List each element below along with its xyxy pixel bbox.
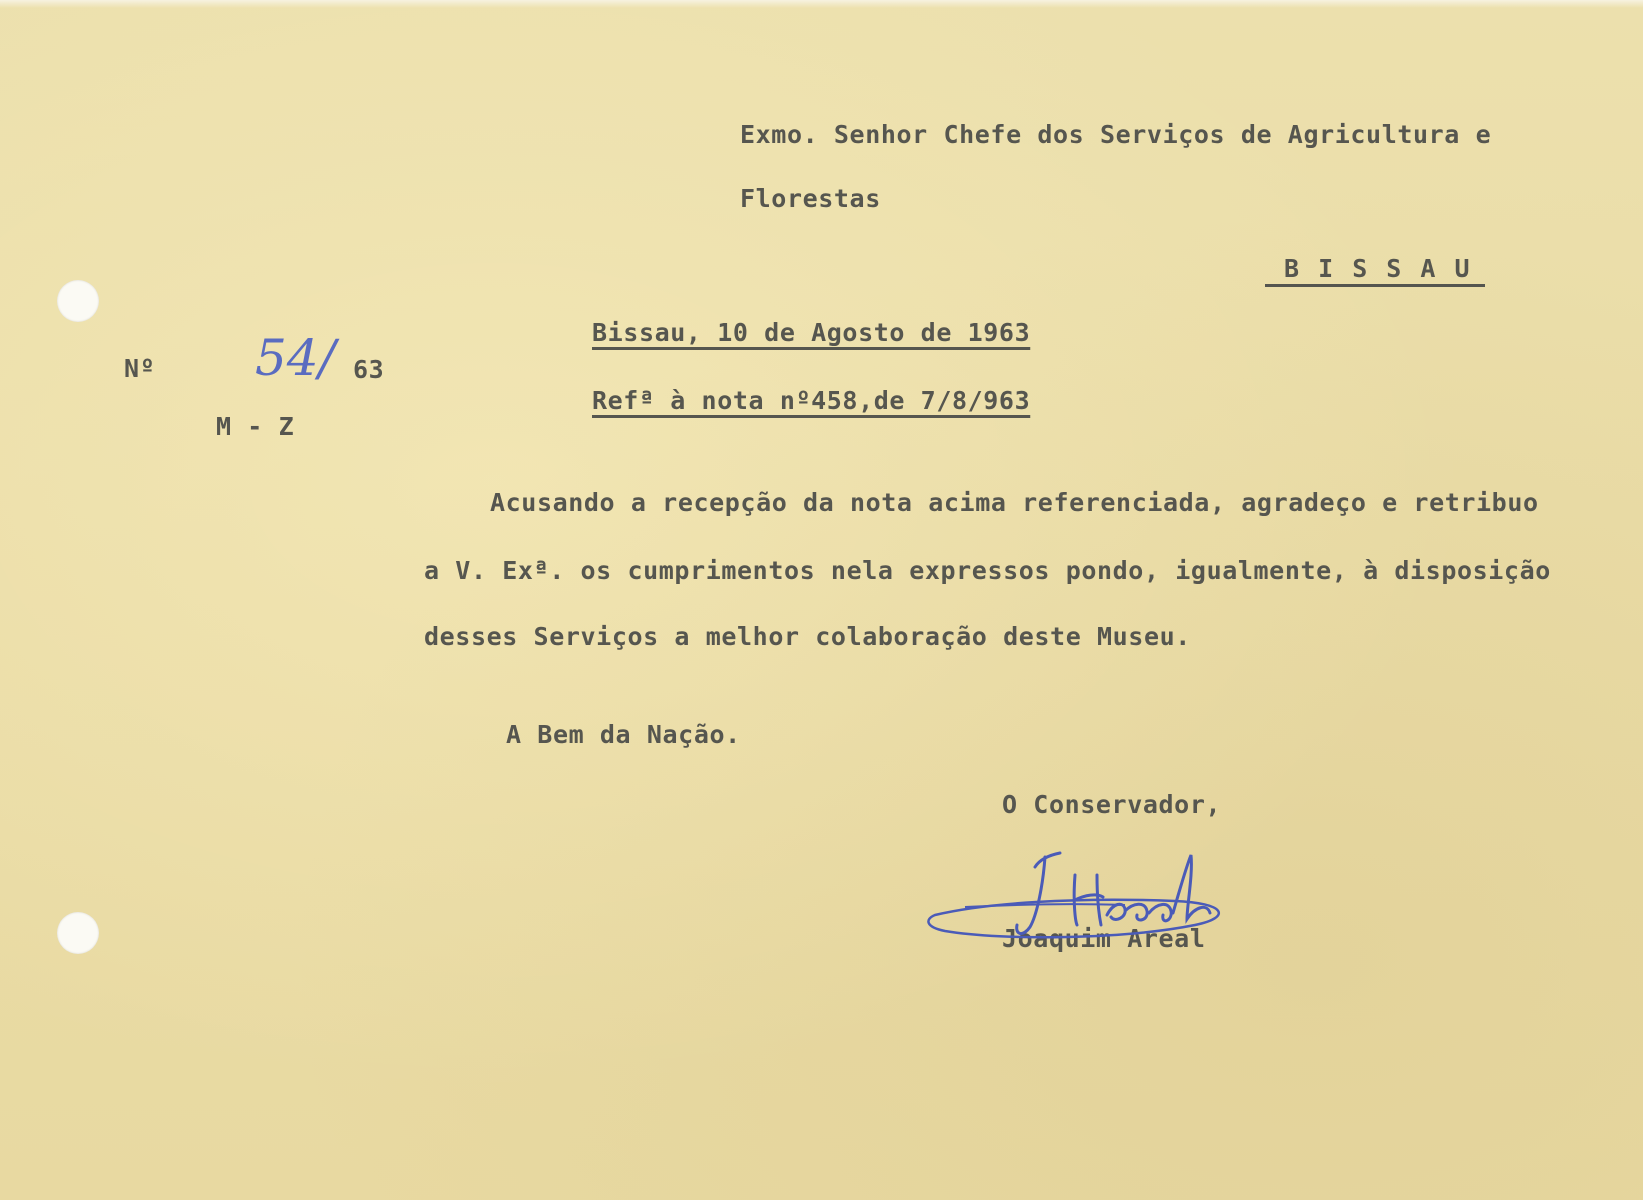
city-heading: B I S S A U (1284, 254, 1472, 283)
signatory-name: Joaquim Areal (1002, 924, 1206, 953)
addressee-line-2: Florestas (740, 184, 881, 213)
file-code: M - Z (216, 412, 295, 441)
body-line-2: a V. Exª. os cumprimentos nela expressos pondo, igualmente, à disposição (424, 556, 1551, 585)
handwritten-number: 54/ (255, 329, 336, 387)
paper-edge (0, 0, 1643, 8)
body-line-1: Acusando a recepção da nota acima referenciada, agradeço e retribuo (490, 488, 1539, 517)
number-year: 63 (353, 355, 385, 384)
handwritten-signature (925, 845, 1245, 965)
punch-hole-top (57, 280, 99, 322)
signatory-title: O Conservador, (1002, 790, 1222, 819)
letter-date: Bissau, 10 de Agosto de 1963 (592, 318, 1031, 347)
city-underline (1265, 284, 1485, 287)
body-line-3: desses Serviços a melhor colaboração deste Museu. (424, 622, 1191, 651)
number-label: Nº (124, 354, 156, 383)
punch-hole-bottom (57, 912, 99, 954)
addressee-line-1: Exmo. Senhor Chefe dos Serviços de Agricultura e (740, 120, 1492, 149)
closing-formula: A Bem da Nação. (506, 720, 741, 749)
reference-note: Refª à nota nº458,de 7/8/963 (592, 386, 1031, 415)
